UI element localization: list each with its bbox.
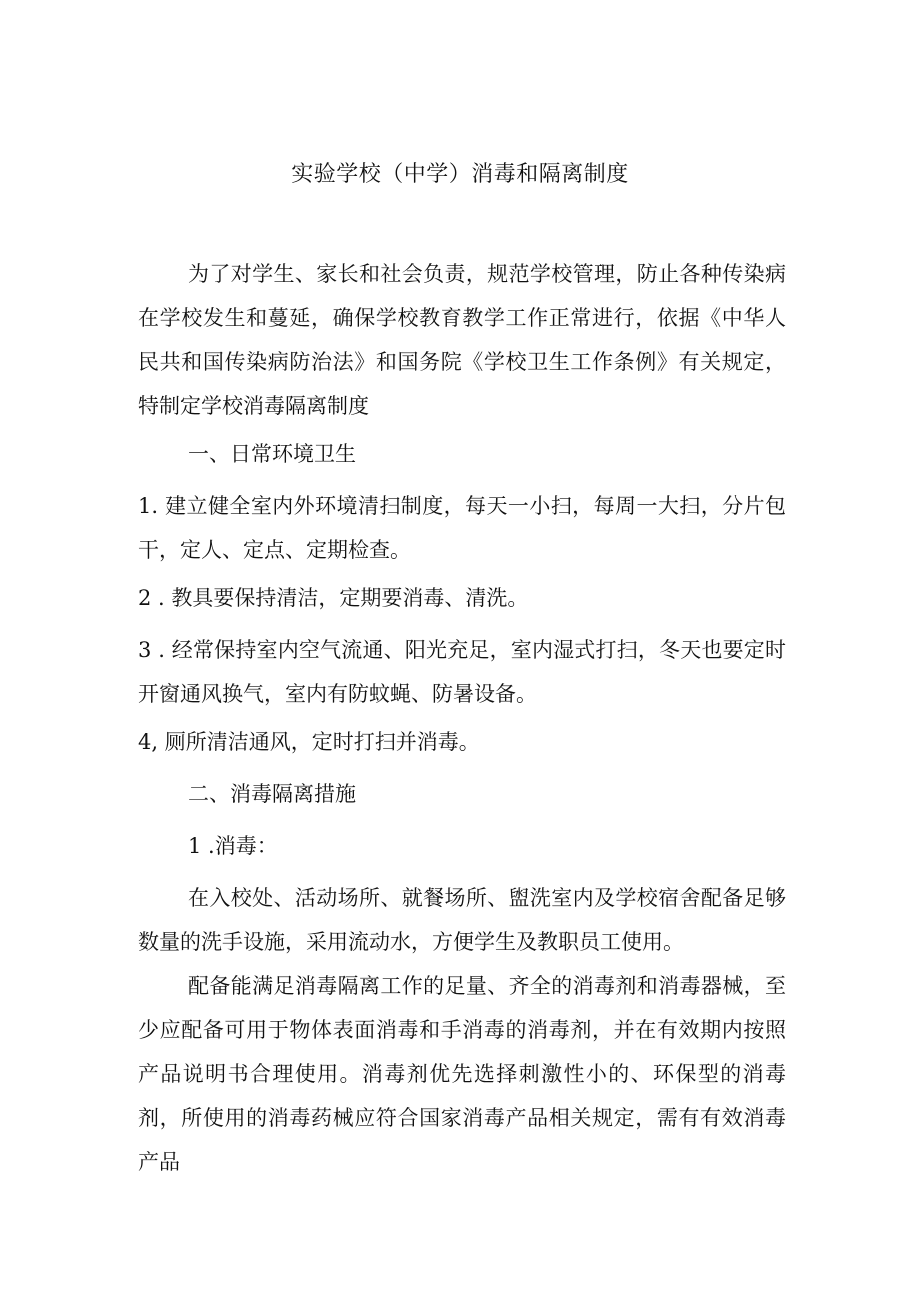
intro-paragraph: 为了对学生、家长和社会负责，规范学校管理，防止各种传染病在学校发生和蔓延，确保学校教育教学工作正常进行，依据《中华人民共和国传染病防治法》和国务院《学校卫生工作条例》有关规定，特制定学校消毒隔离制度 xyxy=(138,262,786,418)
list-item-4: 4, 厕所清洁通风，定时打扫并消毒。 xyxy=(138,730,480,754)
subsection-heading-disinfection: 1 .消毒： xyxy=(188,834,278,858)
list-item-3: 3 . 经常保持室内空气流通、阳光充足，室内湿式打扫，冬天也要定时开窗通风换气，室内有防蚊蝇、防暑设备。 xyxy=(138,638,786,706)
list-item-2: 2 . 教具要保持清洁，定期要消毒、清洗。 xyxy=(138,586,529,610)
section-heading-disinfection: 二、消毒隔离措施 xyxy=(188,782,356,806)
document-body xyxy=(138,252,786,1184)
list-item-1: 1. 建立健全室内外环境清扫制度，每天一小扫，每周一大扫，分片包干，定人、定点、定期检查。 xyxy=(138,494,786,562)
paragraph-handwashing: 在入校处、活动场所、就餐场所、盥洗室内及学校宿舍配备足够数量的洗手设施，采用流动水，方便学生及教职员工使用。 xyxy=(138,886,786,954)
section-heading-daily-hygiene: 一、日常环境卫生 xyxy=(188,442,356,466)
paragraph-disinfectants: 配备能满足消毒隔离工作的足量、齐全的消毒剂和消毒器械，至少应配备可用于物体表面消毒和手消毒的消毒剂，并在有效期内按照产品说明书合理使用。消毒剂优先选择刺激性小的、环保型的消毒剂，所使用的消毒药械应符合国家消毒产品相关规定，需有有效消毒产品 xyxy=(138,974,786,1174)
document-title: 实验学校（中学）消毒和隔离制度 xyxy=(291,162,629,187)
